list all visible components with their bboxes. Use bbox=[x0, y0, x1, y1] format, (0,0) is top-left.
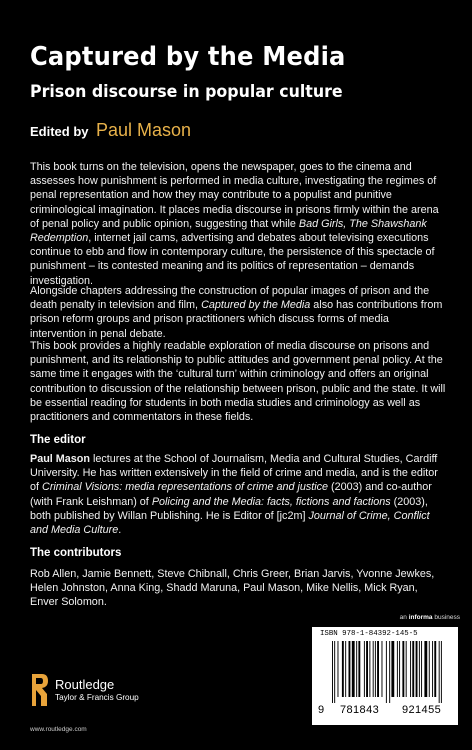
barcode-bar bbox=[419, 641, 420, 697]
ean-digits-left: 781843 bbox=[340, 704, 380, 716]
barcode-bar bbox=[421, 641, 422, 697]
editor-heading: The editor bbox=[30, 434, 86, 446]
barcode-bar bbox=[441, 641, 442, 703]
blurb-paragraph-3: This book provides a highly readable exploration of media discourse on prisons and punishment, and its relationship to public attitudes and government penal policy. At the same time it engages with the ‘cultural turn’ within criminology and offers an original contribution to discussion of the relationship between prison, public and the state. It will be essential reading for students in both media studies and criminology as well as practitioners and commentators in these fields. bbox=[30, 340, 446, 424]
barcode-bar bbox=[373, 641, 374, 697]
barcode-bar bbox=[369, 641, 370, 697]
barcode-bar bbox=[429, 641, 430, 697]
barcode-bar bbox=[364, 641, 365, 697]
barcode-bar bbox=[356, 641, 357, 697]
barcode-bar bbox=[334, 641, 335, 703]
blurb-paragraph-2: Alongside chapters addressing the construction of popular images of prison and the death penalty in television and film, Captured by the Media also has contributions from prison reform groups and prison practitioners which discuss forms of media intervention in penal debate. bbox=[30, 285, 443, 340]
barcode-bar bbox=[389, 641, 390, 703]
publisher-group: Taylor & Francis Group bbox=[55, 693, 139, 702]
barcode-bar bbox=[399, 641, 400, 697]
editor-bio: Paul Mason lectures at the School of Journalism, Media and Cultural Studies, Cardiff University. He has written extensively in the field of crime and media, and is the editor of Criminal Visions: media representations of crime and justice (2003) and co-author (with Frank Leishman) of Policing and the Media: facts, fictions and factions (2003), both published by Willan Publishing. He is Editor of [jc2m] Journal of Crime, Conflict and Media Culture. bbox=[30, 453, 438, 537]
barcode-bar bbox=[345, 641, 346, 697]
barcode-bar bbox=[424, 641, 427, 697]
barcode-bar bbox=[406, 641, 407, 697]
barcode-bar bbox=[416, 641, 418, 697]
blurb-paragraph-1: This book turns on the television, opens the newspaper, goes to the cinema and assesses how punishment is performed in media culture, investigating the regimes of penal representation and how they may contribute to a populist and punitive criminological imagination. It places media discourse in prisons firmly within the arena of penal policy and public opinion, suggesting that while Bad Girls, The Shawshank Redemption, internet jail cams, advertising and debates about televising executions continue to ebb and flow in contemporary culture, the persistence of this spectacle of punishment – its contested meaning and its politics of representation – demands investigation. bbox=[30, 161, 439, 287]
barcode-bar bbox=[382, 641, 383, 697]
barcode-bar bbox=[412, 641, 414, 697]
barcode-bar bbox=[391, 641, 394, 697]
barcode-panel bbox=[312, 627, 458, 725]
informa-business-tag: an informa business bbox=[399, 614, 460, 621]
book-title: Captured by the Media bbox=[30, 42, 346, 72]
barcode-bar bbox=[434, 641, 436, 697]
barcode-bar bbox=[349, 641, 351, 697]
barcode-bar bbox=[352, 641, 355, 697]
barcode-bar bbox=[375, 641, 376, 697]
editor-name: Paul Mason bbox=[95, 120, 192, 140]
edited-by-label: Edited by bbox=[30, 124, 89, 139]
barcode-bar bbox=[338, 641, 339, 697]
barcode-bar bbox=[358, 641, 360, 697]
barcode-bar bbox=[397, 641, 398, 697]
barcode-bar bbox=[386, 641, 387, 703]
ean-digits-right: 921455 bbox=[402, 704, 442, 716]
isbn-text: ISBN 978-1-84392-145-5 bbox=[320, 630, 418, 638]
barcode-bars bbox=[332, 641, 450, 703]
ean-digit-lead: 9 bbox=[318, 704, 325, 716]
barcode-bar bbox=[332, 641, 333, 703]
book-subtitle: Prison discourse in popular culture bbox=[30, 82, 343, 102]
barcode-bar bbox=[366, 641, 368, 697]
barcode-bar bbox=[342, 641, 344, 697]
barcode-bar bbox=[432, 641, 433, 697]
contributors-heading: The contributors bbox=[30, 547, 122, 559]
routledge-logo-icon bbox=[30, 672, 50, 708]
barcode-bar bbox=[377, 641, 379, 697]
edited-by-line bbox=[30, 120, 191, 141]
barcode-bar bbox=[439, 641, 440, 703]
barcode-bar bbox=[410, 641, 411, 697]
barcode-bar bbox=[402, 641, 404, 697]
contributors-list: Rob Allen, Jamie Bennett, Steve Chibnall, Chris Greer, Brian Jarvis, Yvonne Jewkes, Helen Johnston, Anna King, Shadd Maruna, Paul Mason, Mike Nellis, Mick Ryan, Enver Solomon. bbox=[30, 568, 435, 609]
publisher-name: Routledge bbox=[55, 677, 115, 692]
publisher-website: www.routledge.com bbox=[30, 726, 87, 733]
